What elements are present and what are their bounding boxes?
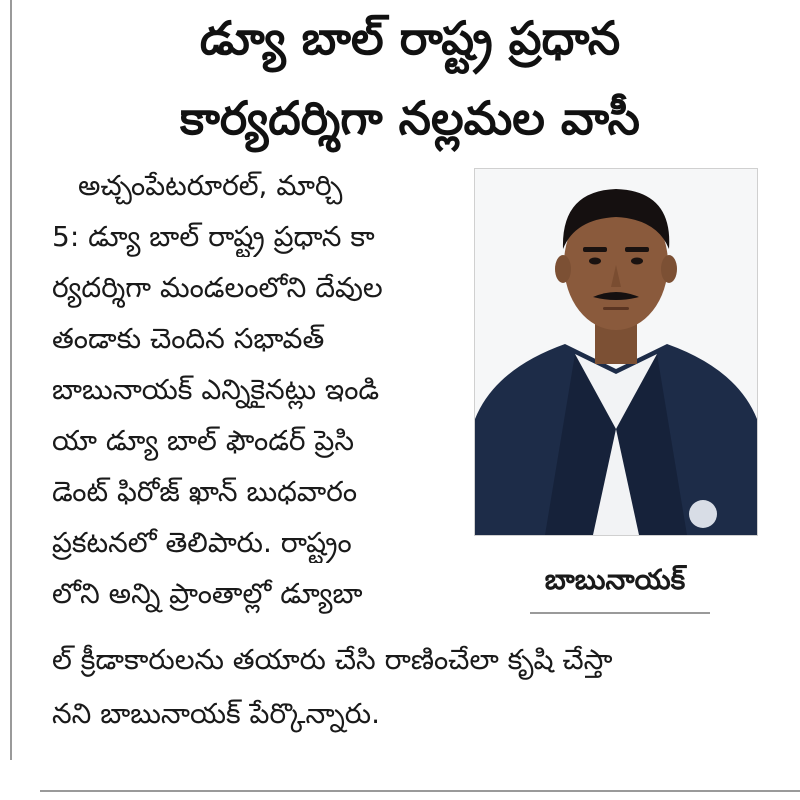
body-line: తండాకు చెందిన సభావత్: [52, 322, 325, 355]
body-line: నని బాబునాయక్ పేర్కొన్నారు.: [52, 697, 380, 730]
caption-rule: [530, 612, 710, 614]
headline-line-1: డ్యూ బాల్ రాష్ట్ర ప్రధాన: [199, 11, 621, 65]
body-line: అచ్చంపేటరూరల్, మార్చి: [78, 169, 343, 202]
body-line: లోని అన్ని ప్రాంతాల్లో డ్యూబా: [52, 577, 363, 610]
body-line: 5: డ్యూ బాల్ రాష్ట్ర ప్రధాన కా: [52, 220, 375, 253]
headline-line-2: కార్యదర్శిగా నల్లమల వాసీ: [180, 91, 640, 145]
body-line: డెంట్ ఫిరోజ్ ఖాన్ బుధవారం: [52, 475, 358, 508]
body-line: ప్రకటనలో తెలిపారు. రాష్ట్రం: [52, 526, 352, 559]
column-left-rule: [10, 0, 12, 760]
portrait-photo: [474, 168, 758, 536]
body-line: యా డ్యూ బాల్ ఫౌండర్ ప్రెసి: [52, 424, 354, 457]
photo-caption: బాబునాయక్: [544, 563, 686, 596]
bottom-rule: [40, 790, 800, 792]
portrait-illustration: [475, 169, 757, 535]
body-line: ల్ క్రీడాకారులను తయారు చేసి రాణించేలా కృషి చేస్తా: [52, 643, 613, 676]
body-line: ర్యదర్శిగా మండలంలోని దేవుల: [52, 271, 383, 304]
body-line: బాబునాయక్ ఎన్నికైనట్లు ఇండి: [52, 373, 380, 406]
